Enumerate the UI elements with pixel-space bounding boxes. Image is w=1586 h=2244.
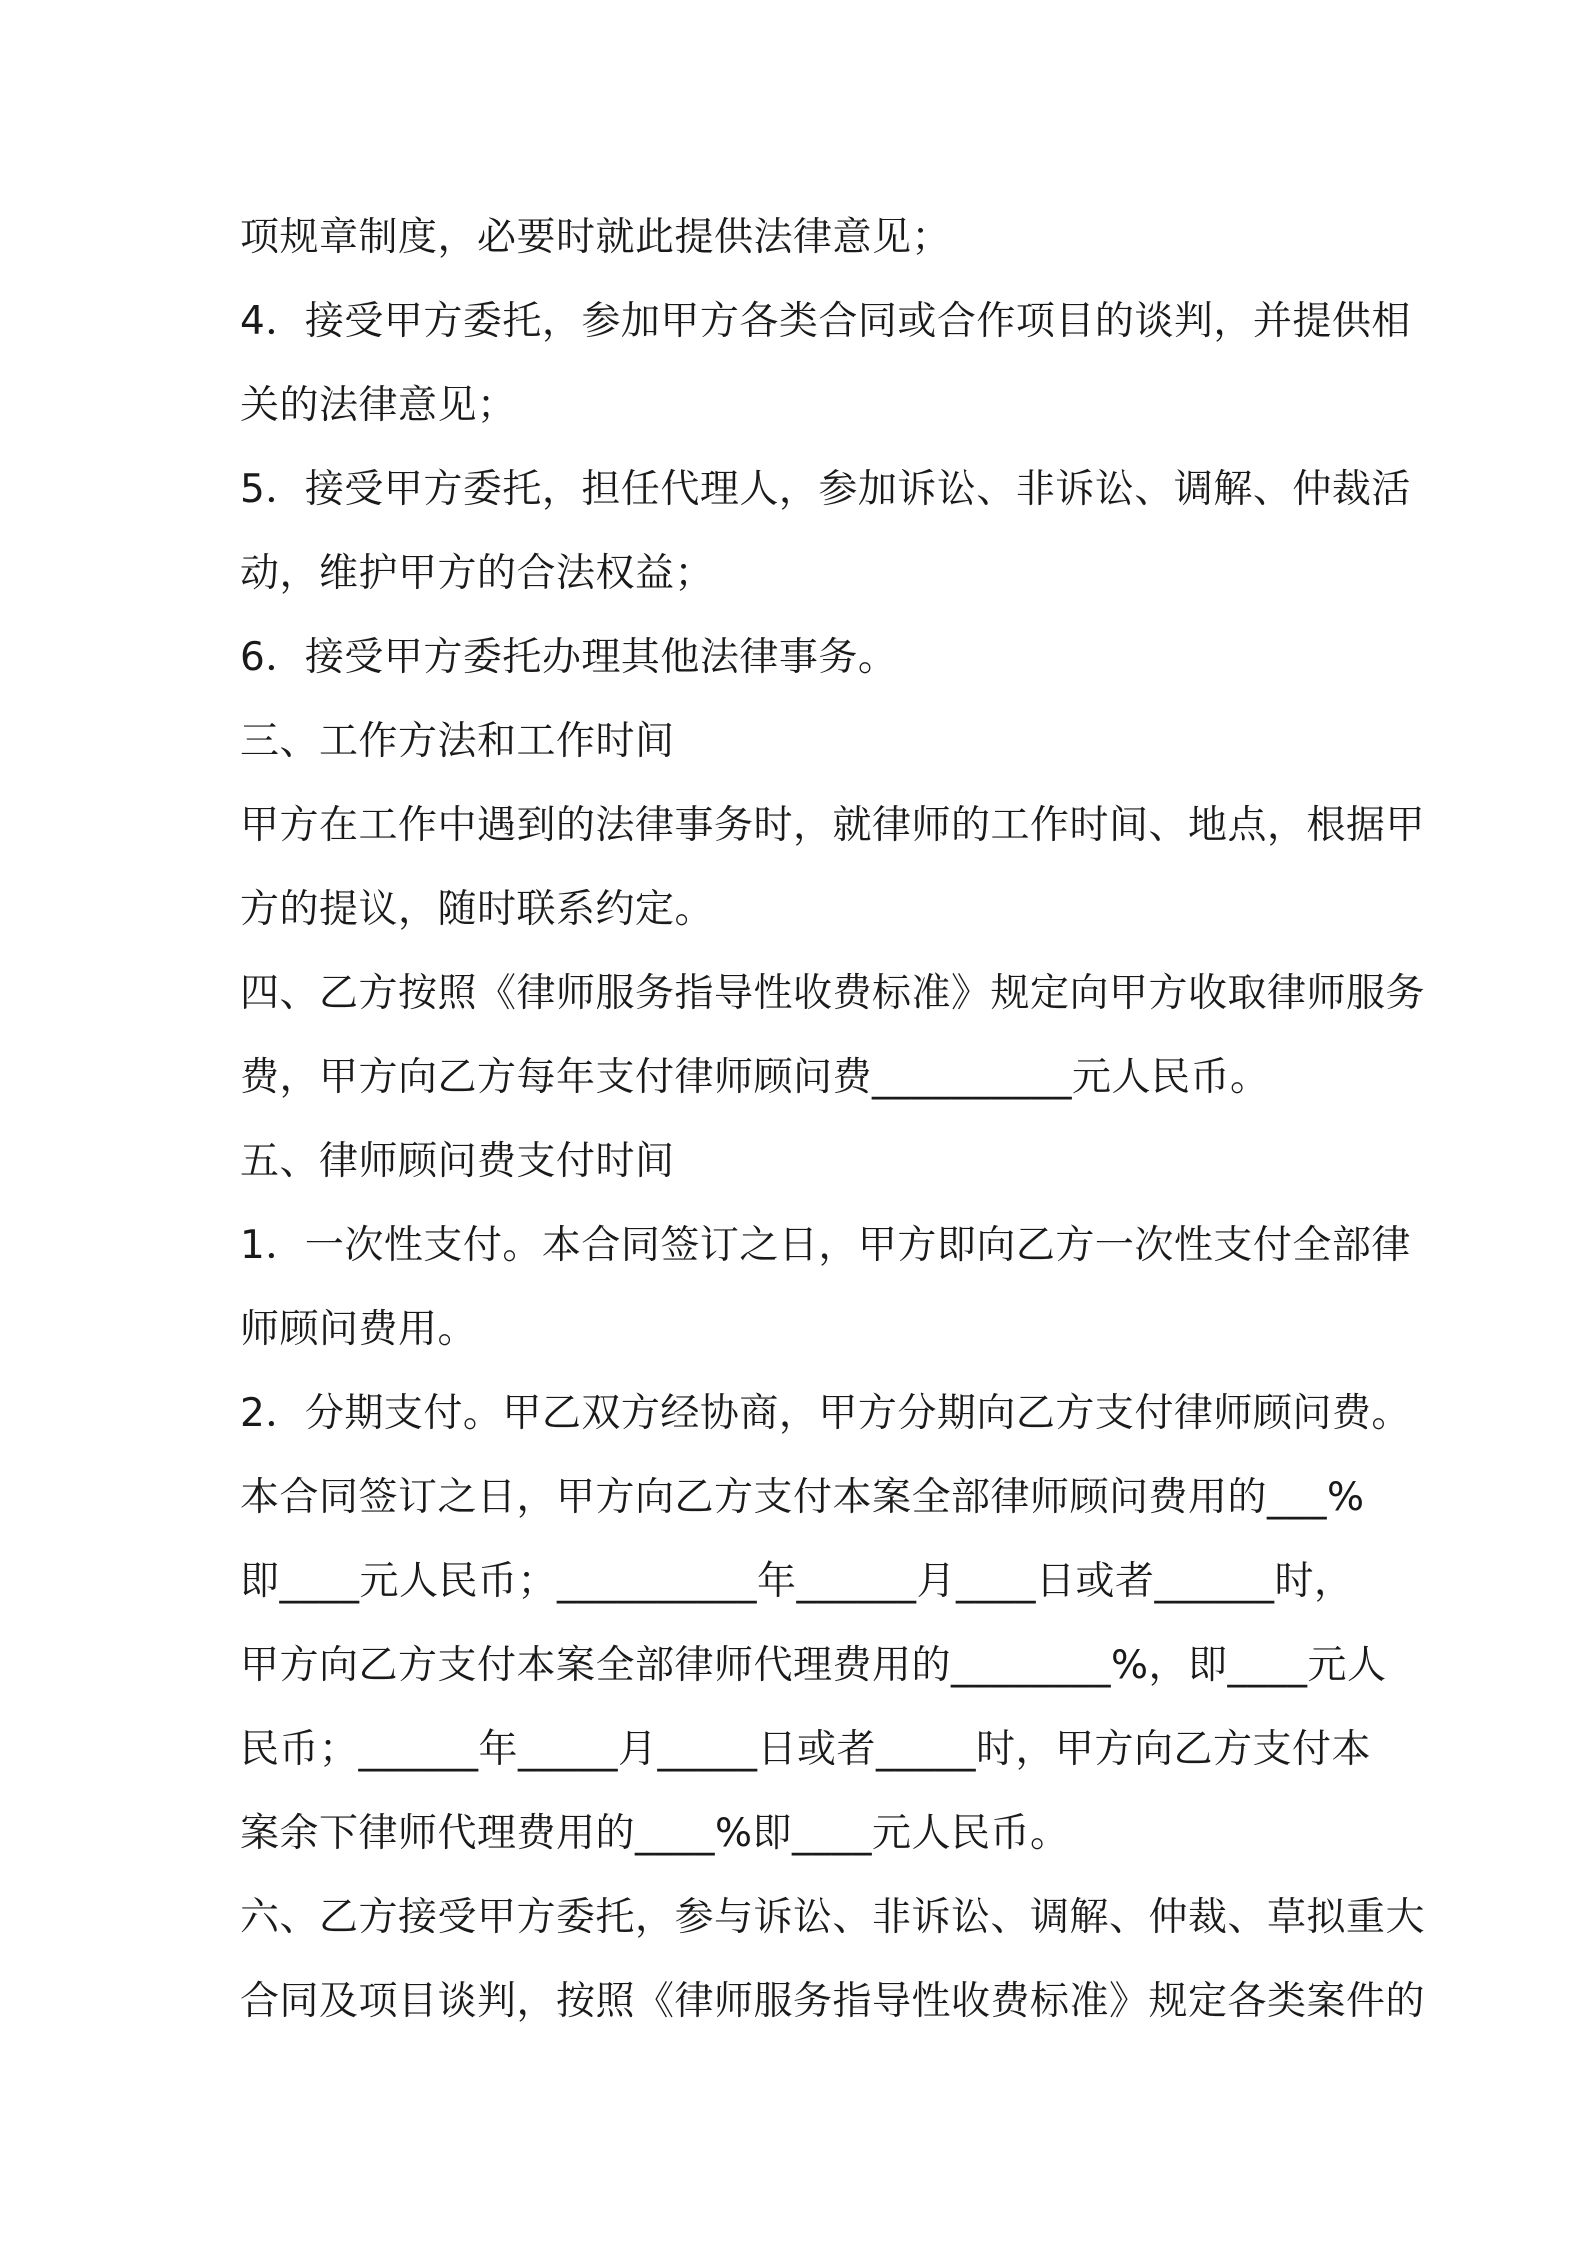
section-heading: 三、工作方法和工作时间 [240, 719, 675, 764]
text-line: 师顾问费用。 [240, 1307, 478, 1352]
text-line: 方的提议，随时联系约定。 [240, 887, 715, 932]
text-line: 案余下律师代理费用的____%即____元人民币。 [240, 1811, 1070, 1856]
text-line: 费，甲方向乙方每年支付律师顾问费__________元人民币。 [240, 1055, 1270, 1100]
text-line: 合同及项目谈判，按照《律师服务指导性收费标准》规定各类案件的 [240, 1979, 1426, 2024]
text-line: 民币；______年_____月_____日或者_____时，甲方向乙方支付本 [240, 1727, 1372, 1772]
text-line: 1．一次性支付。本合同签订之日，甲方即向乙方一次性支付全部律 [240, 1223, 1411, 1268]
text-line: 4．接受甲方委托，参加甲方各类合同或合作项目的谈判，并提供相 [240, 299, 1411, 344]
text-line: 项规章制度，必要时就此提供法律意见； [240, 215, 952, 260]
text-line: 动，维护甲方的合法权益； [240, 551, 715, 596]
text-line: 5．接受甲方委托，担任代理人，参加诉讼、非诉讼、调解、仲裁活 [240, 467, 1411, 512]
text-line: 甲方在工作中遇到的法律事务时，就律师的工作时间、地点，根据甲 [240, 803, 1426, 848]
section-heading: 五、律师顾问费支付时间 [240, 1139, 675, 1184]
text-line: 即____元人民币；__________年______月____日或者______时， [240, 1559, 1354, 1604]
text-line: 2．分期支付。甲乙双方经协商，甲方分期向乙方支付律师顾问费。 [240, 1391, 1411, 1436]
text-line: 6．接受甲方委托办理其他法律事务。 [240, 635, 898, 680]
document-body [240, 196, 1426, 2044]
text-line: 六、乙方接受甲方委托，参与诉讼、非诉讼、调解、仲裁、草拟重大 [240, 1895, 1426, 1940]
text-line: 四、乙方按照《律师服务指导性收费标准》规定向甲方收取律师服务 [240, 971, 1426, 1016]
text-line: 本合同签订之日，甲方向乙方支付本案全部律师顾问费用的___% [240, 1475, 1365, 1520]
text-line: 关的法律意见； [240, 383, 517, 428]
text-line: 甲方向乙方支付本案全部律师代理费用的________%，即____元人 [240, 1643, 1387, 1688]
